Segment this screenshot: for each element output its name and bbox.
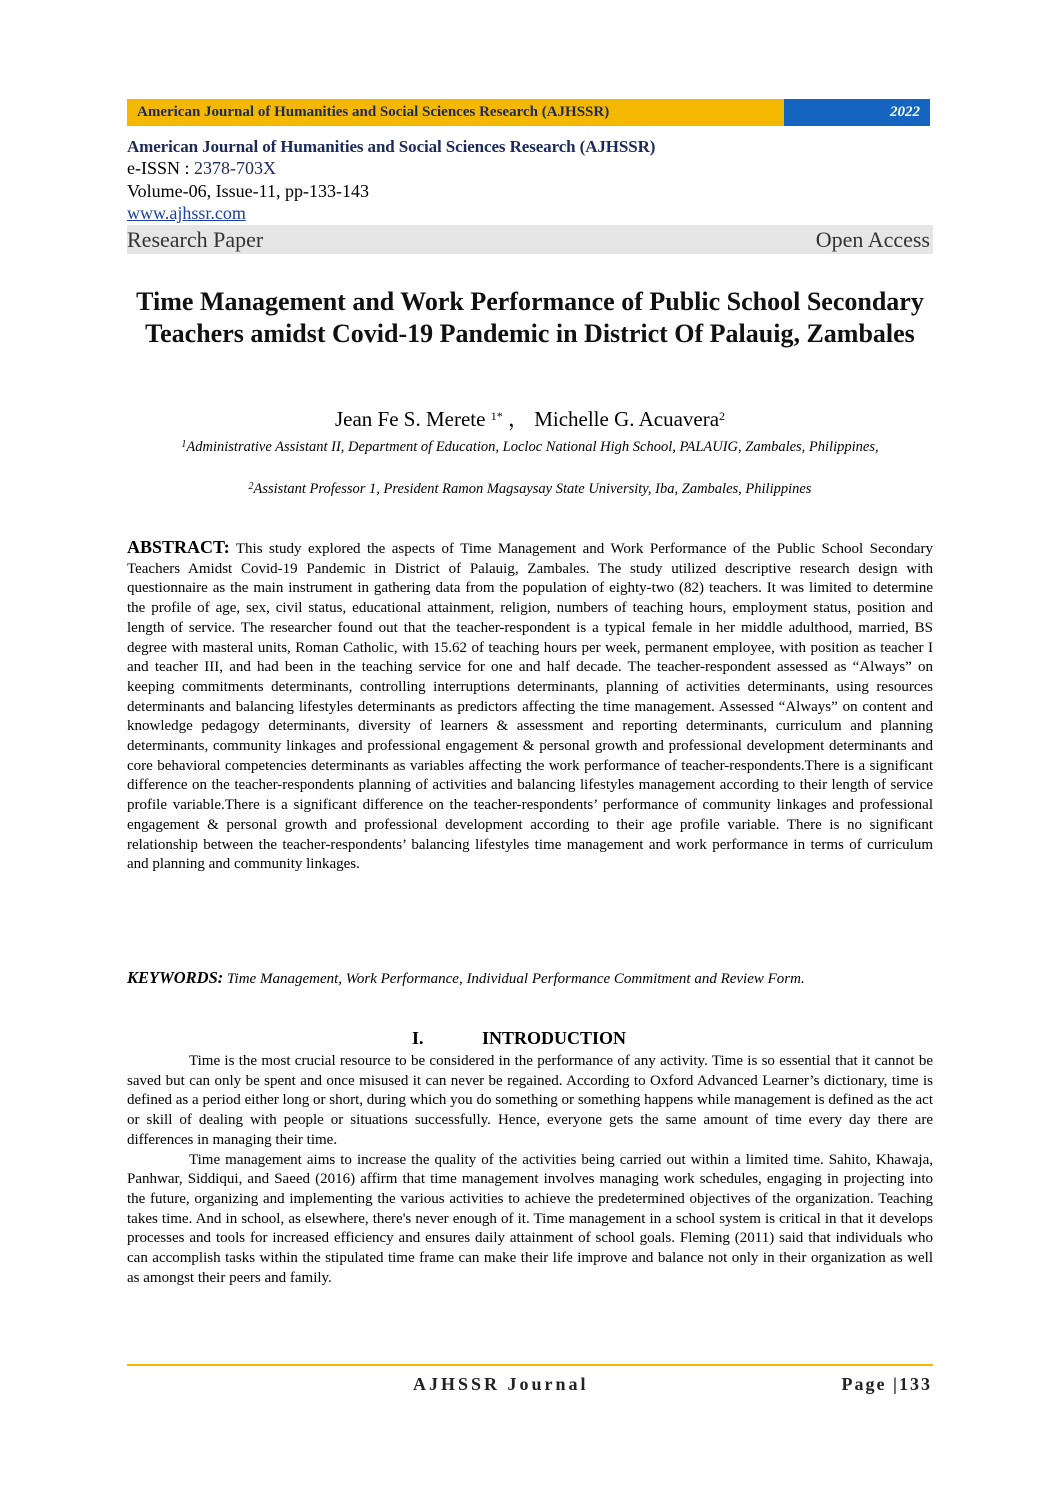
affiliation-2-text: Assistant Professor 1, President Ramon Magsaysay State University, Iba, Zambales, Philippines bbox=[253, 481, 812, 497]
section-heading: INTRODUCTION bbox=[482, 1028, 627, 1048]
access-type: Open Access bbox=[815, 226, 930, 252]
website-link[interactable]: www.ajhssr.com bbox=[127, 203, 246, 223]
eissn-line bbox=[127, 157, 933, 180]
paper-title: Time Management and Work Performance of Public School Secondary Teachers amidst Covid-19 Pandemic in District Of Palauig, Zambales bbox=[136, 287, 924, 348]
abstract-label: ABSTRACT: bbox=[127, 537, 230, 557]
section-number: I. bbox=[412, 1028, 424, 1048]
footer-page-label: Page | bbox=[841, 1374, 899, 1394]
affiliation-2 bbox=[127, 480, 933, 498]
keywords bbox=[127, 968, 933, 990]
masthead bbox=[127, 137, 933, 254]
article-type-bar bbox=[127, 225, 933, 254]
footer-journal: AJHSSR Journal bbox=[413, 1374, 589, 1394]
author-2-marker: 2 bbox=[719, 409, 726, 423]
intro-paragraph-1: Time is the most crucial resource to be considered in the performance of any activity. Time is so essential that it cannot be saved but can only be spent and once misused it can never be regained. According to Oxford Advanced Learner’s dictionary, time is defined as a period either long or short, during which you do something or something happens while management is defined as the act or skill of dealing with people or situations successfully. Hence, everyone gets the same amount of time every day there are differences in managing their time. bbox=[127, 1053, 933, 1148]
keywords-label: KEYWORDS: bbox=[127, 968, 224, 987]
footer-divider bbox=[127, 1364, 933, 1366]
abstract bbox=[127, 538, 933, 875]
journal-name: American Journal of Humanities and Social Sciences Research (AJHSSR) bbox=[127, 137, 656, 156]
page-number: 133 bbox=[899, 1374, 932, 1394]
keywords-text: Time Management, Work Performance, Individual Performance Commitment and Review Form. bbox=[227, 971, 805, 987]
running-header bbox=[127, 99, 930, 126]
affiliation-1-marker: 1 bbox=[181, 439, 187, 450]
volume-info: Volume-06, Issue-11, pp-133-143 bbox=[127, 181, 369, 201]
author-1-marker: 1* bbox=[490, 409, 503, 423]
affiliation-1 bbox=[127, 438, 933, 456]
paper-type: Research Paper bbox=[127, 226, 264, 252]
footer-page bbox=[842, 1374, 932, 1395]
author-2-name: Michelle G. Acuavera bbox=[534, 407, 720, 431]
eissn-value: 2378-703X bbox=[194, 158, 276, 178]
affiliation-1-text: Administrative Assistant II, Department of Education, Locloc National High School, PALAUIG, Zambales, Philippines, bbox=[186, 439, 879, 455]
eissn-label: e-ISSN : bbox=[127, 158, 194, 178]
running-header-journal: American Journal of Humanities and Social Sciences Research (AJHSSR) bbox=[127, 99, 784, 126]
author-separator: ， bbox=[507, 407, 529, 431]
running-header-year: 2022 bbox=[784, 99, 930, 126]
abstract-text: This study explored the aspects of Time Management and Work Performance of the Public School Secondary Teachers Amidst Covid-19 Pandemic in District of Palauig, Zambales. The study utilized descriptive research design with questionnaire as the main instrument in gathering data from the population of eighty-two (82) teachers. It was limited to determine the profile of age, sex, civil status, educational attainment, religion, numbers of teaching hours, employment status, position and length of service. The researcher found out that the teacher-respondent is a typical female in her middle adulthood, married, BS degree with masteral units, Roman Catholic, with 15.62 of teaching hours per week, permanent employee, with position as teacher I and teacher III, and had been in the teaching service for one and half decade. The teacher-respondent assessed as “Always” on keeping commitments determinants, controlling interruptions determinants, planning of activities determinants, using resources determinants and balancing lifestyles determinants as predictors affecting the time management. Assessed “Always” on content and knowledge pedagogy determinants, diversity of learners & assessment and reporting determinants, curriculum and planning determinants, community linkages and professional engagement & personal growth and professional development determinants and core behavioral competencies determinants as variables affecting the work performance of teacher-respondents.There is a significant difference on the teacher-respondents planning of activities and balancing lifestyles management according to their length of service profile variable.There is a significant difference on the teacher-respondents’ performance of community linkages and professional engagement & personal growth and professional development according to their age profile variable. There is no significant relationship between the teacher-respondents’ balancing lifestyles time management and work performance in terms of curriculum and planning and community linkages. bbox=[127, 541, 933, 873]
intro-paragraph-2: Time management aims to increase the quality of the activities being carried out within a limited time. Sahito, Khawaja, Panhwar, Siddiqui, and Saeed (2016) affirm that time management involves managing work schedules, engaging in projecting into the future, organizing and implementing the various activities to achieve the predetermined objectives of the organization. Teaching takes time. And in school, as elsewhere, there's never enough of it. Time management in a school system is critical in that it develops processes and tools for increased efficiency and ensures daily attainment of school goals. Fleming (2011) said that individuals who can accomplish tasks within the stipulated time frame can make their life improve and balance not only in their organization as well as amongst their peers and family. bbox=[127, 1151, 933, 1286]
introduction-body bbox=[127, 1052, 933, 1288]
author-1-name: Jean Fe S. Merete bbox=[334, 407, 486, 431]
affiliation-2-marker: 2 bbox=[248, 481, 254, 492]
author-line bbox=[127, 406, 933, 432]
